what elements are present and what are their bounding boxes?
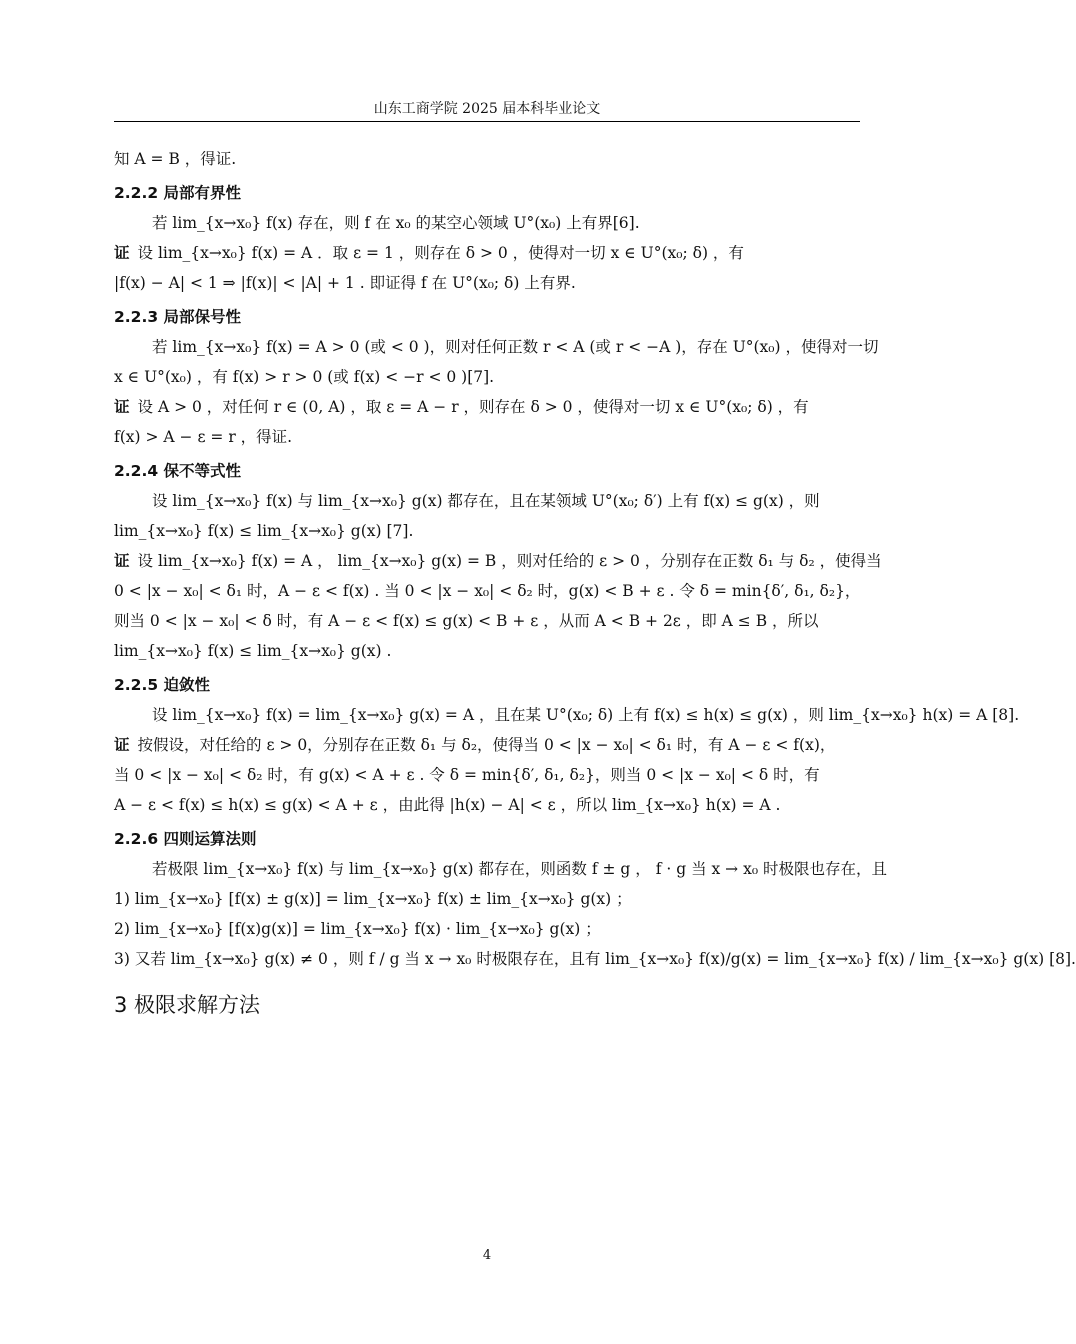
section-heading-2-2-4: 2.2.4 保不等式性 <box>114 462 242 480</box>
text-line: lim_{x→x₀} f(x) ≤ lim_{x→x₀} g(x) [7]. <box>114 522 414 540</box>
text-line: lim_{x→x₀} f(x) ≤ lim_{x→x₀} g(x) . <box>114 642 392 660</box>
text-line: x ∈ U°(x₀) ，有 f(x) > r > 0 (或 f(x) < −r < 0 )[7]. <box>114 368 495 386</box>
list-item: 2) lim_{x→x₀} [f(x)g(x)] = lim_{x→x₀} f(x) · lim_{x→x₀} g(x) ； <box>114 920 601 938</box>
text-line: A − ε < f(x) ≤ h(x) ≤ g(x) < A + ε ，由此得 |h(x) − A| < ε ，所以 lim_{x→x₀} h(x) = A . <box>114 796 781 814</box>
page-number: 4 <box>482 1248 492 1263</box>
running-header: 山东工商学院 2025 届本科毕业论文 <box>373 101 601 117</box>
proof-line: 证 设 lim_{x→x₀} f(x) = A ， lim_{x→x₀} g(x) = B ，则对任给的 ε > 0 ，分别存在正数 δ₁ 与 δ₂ ，使得当 <box>114 552 882 570</box>
proof-line: 证 按假设，对任给的 ε > 0，分别存在正数 δ₁ 与 δ₂，使得当 0 < |x − x₀| < δ₁ 时，有 A − ε < f(x)， <box>114 736 836 754</box>
section-heading-2-2-6: 2.2.6 四则运算法则 <box>114 830 257 848</box>
theorem-inequality: 设 lim_{x→x₀} f(x) 与 lim_{x→x₀} g(x) 都存在，且在某领域 U°(x₀; δ′) 上有 f(x) ≤ g(x) ，则 <box>152 492 820 510</box>
section-heading-2-2-5: 2.2.5 迫敛性 <box>114 676 211 694</box>
text-line: 则当 0 < |x − x₀| < δ 时，有 A − ε < f(x) ≤ g(x) < B + ε ，从而 A < B + 2ε ，即 A ≤ B ，所以 <box>114 612 819 630</box>
text-line: |f(x) − A| < 1 ⇒ |f(x)| < |A| + 1 . 即证得 f 在 U°(x₀; δ) 上有界. <box>114 274 576 292</box>
proof-label: 证 <box>114 398 130 416</box>
text-line: 0 < |x − x₀| < δ₁ 时，A − ε < f(x) . 当 0 < |x − x₀| < δ₂ 时，g(x) < B + ε . 令 δ = min{δ′, δ₁, δ₂}， <box>114 582 861 600</box>
proof-label: 证 <box>114 552 130 570</box>
theorem-local-boundedness: 若 lim_{x→x₀} f(x) 存在，则 f 在 x₀ 的某空心领域 U°(x₀) 上有界[6]. <box>152 214 640 232</box>
text-line: 知 A = B ，得证. <box>114 150 237 168</box>
proof-label: 证 <box>114 736 130 754</box>
chapter-heading-3: 3 极限求解方法 <box>114 993 261 1017</box>
theorem-local-sign: 若 lim_{x→x₀} f(x) = A > 0 (或 < 0 )，则对任何正数 r < A (或 r < −A )，存在 U°(x₀) ，使得对一切 <box>152 338 879 356</box>
text-line: 当 0 < |x − x₀| < δ₂ 时，有 g(x) < A + ε . 令 δ = min{δ′, δ₁, δ₂}，则当 0 < |x − x₀| < δ 时，有 <box>114 766 820 784</box>
list-item: 3) 又若 lim_{x→x₀} g(x) ≠ 0 ，则 f / g 当 x → x₀ 时极限存在，且有 lim_{x→x₀} f(x)/g(x) = lim_{x→x₀} f(x) / lim_{x→x₀} g(x) [8]. <box>114 950 1076 968</box>
theorem-squeeze: 设 lim_{x→x₀} f(x) = lim_{x→x₀} g(x) = A ，且在某 U°(x₀; δ) 上有 f(x) ≤ h(x) ≤ g(x) ，则 lim_{x→x₀} h(x) = A [8]. <box>152 706 1020 724</box>
section-heading-2-2-3: 2.2.3 局部保号性 <box>114 308 242 326</box>
text-line: f(x) > A − ε = r ，得证. <box>114 428 293 446</box>
list-item: 1) lim_{x→x₀} [f(x) ± g(x)] = lim_{x→x₀} f(x) ± lim_{x→x₀} g(x) ； <box>114 890 632 908</box>
page-content <box>114 144 1076 1022</box>
proof-label: 证 <box>114 244 130 262</box>
proof-line: 证 设 A > 0 ，对任何 r ∈ (0, A) ，取 ε = A − r ，则存在 δ > 0 ，使得对一切 x ∈ U°(x₀; δ) ，有 <box>114 398 809 416</box>
proof-line: 证 设 lim_{x→x₀} f(x) = A ．取 ε = 1 ，则存在 δ > 0 ，使得对一切 x ∈ U°(x₀; δ) ，有 <box>114 244 744 262</box>
section-heading-2-2-2: 2.2.2 局部有界性 <box>114 184 242 202</box>
theorem-arithmetic: 若极限 lim_{x→x₀} f(x) 与 lim_{x→x₀} g(x) 都存在，则函数 f ± g ， f · g 当 x → x₀ 时极限也存在，且 <box>152 860 887 878</box>
header-rule <box>114 121 860 122</box>
